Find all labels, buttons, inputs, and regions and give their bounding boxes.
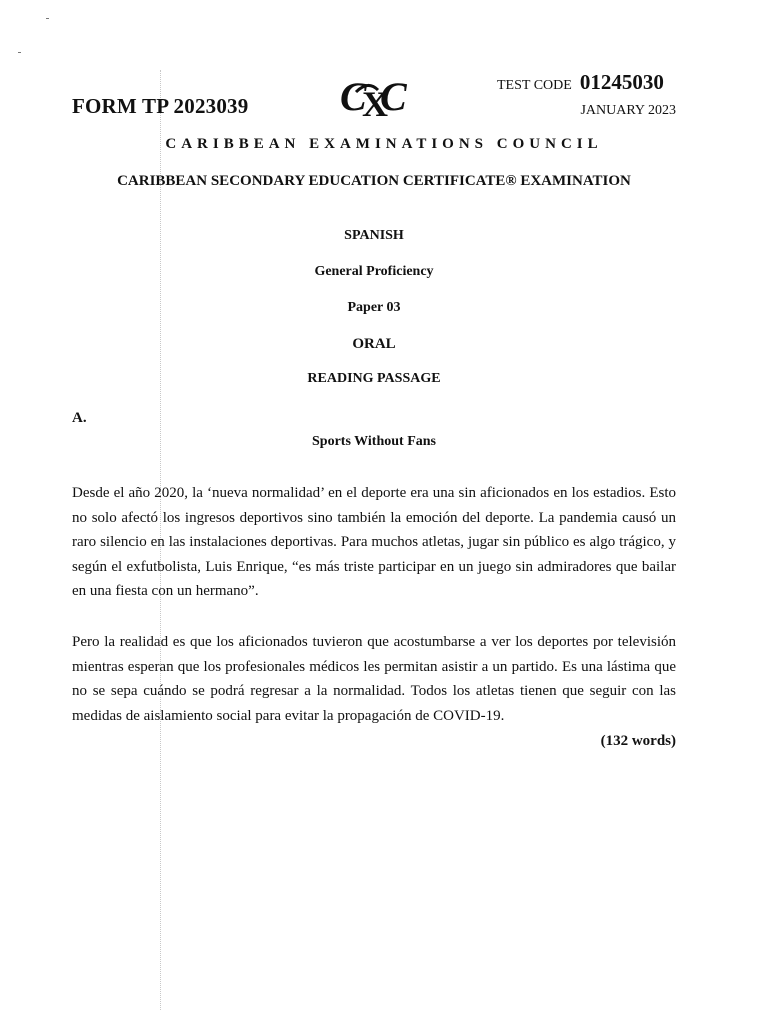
passage-title: Sports Without Fans [312, 434, 436, 449]
section-letter: A. [72, 410, 87, 426]
test-code-value: 01245030 [579, 70, 664, 94]
paper-number: Paper 03 [347, 300, 401, 315]
form-code: FORM TP 2023039 [72, 94, 249, 118]
proficiency-level: General Proficiency [314, 264, 434, 279]
svg-text:C: C [380, 74, 407, 119]
component-title: ORAL [352, 336, 396, 352]
exam-date: JANUARY 2023 [580, 103, 676, 118]
scan-speck [18, 52, 21, 53]
section-heading: READING PASSAGE [307, 371, 441, 386]
cxc-logo [338, 72, 410, 122]
svg-text:X: X [362, 84, 388, 122]
institution-name: CARIBBEAN EXAMINATIONS COUNCIL [165, 136, 603, 152]
svg-text:C: C [340, 74, 367, 119]
subject-title: SPANISH [344, 228, 404, 243]
test-code-label: TEST CODE [497, 78, 572, 93]
certificate-title: CARIBBEAN SECONDARY EDUCATION CERTIFICATE® EXAMINATION [117, 173, 631, 189]
passage-paragraph-1: Desde el año 2020, la ‘nueva normalidad’ en el deporte era una sin aficionados en los estadios. Esto no solo afectó los ingresos deportivos sino también la emoción del deporte. La pandemia causó un raro silencio en las instalaciones deportivas. Para muchos atletas, jugar sin público es algo trágico, y según el exfutbolista, Luis Enrique, “es más triste participar en un juego sin admiradores que bailar en una fiesta con un hermano”. [72, 485, 676, 599]
passage-paragraph-2: Pero la realidad es que los aficionados tuvieron que acostumbarse a ver los deportes por televisión mientras esperan que los profesionales médicos les permitan asistir a un partido. Es una lástima que no se sepa cuándo se podrá regresar a la normalidad. Todos los atletas tienen que seguir con las medidas de aislamiento social para evitar la propagación de COVID-19. [72, 634, 676, 724]
word-count: (132 words) [600, 733, 676, 749]
test-code [497, 70, 664, 95]
scan-speck [46, 18, 49, 19]
